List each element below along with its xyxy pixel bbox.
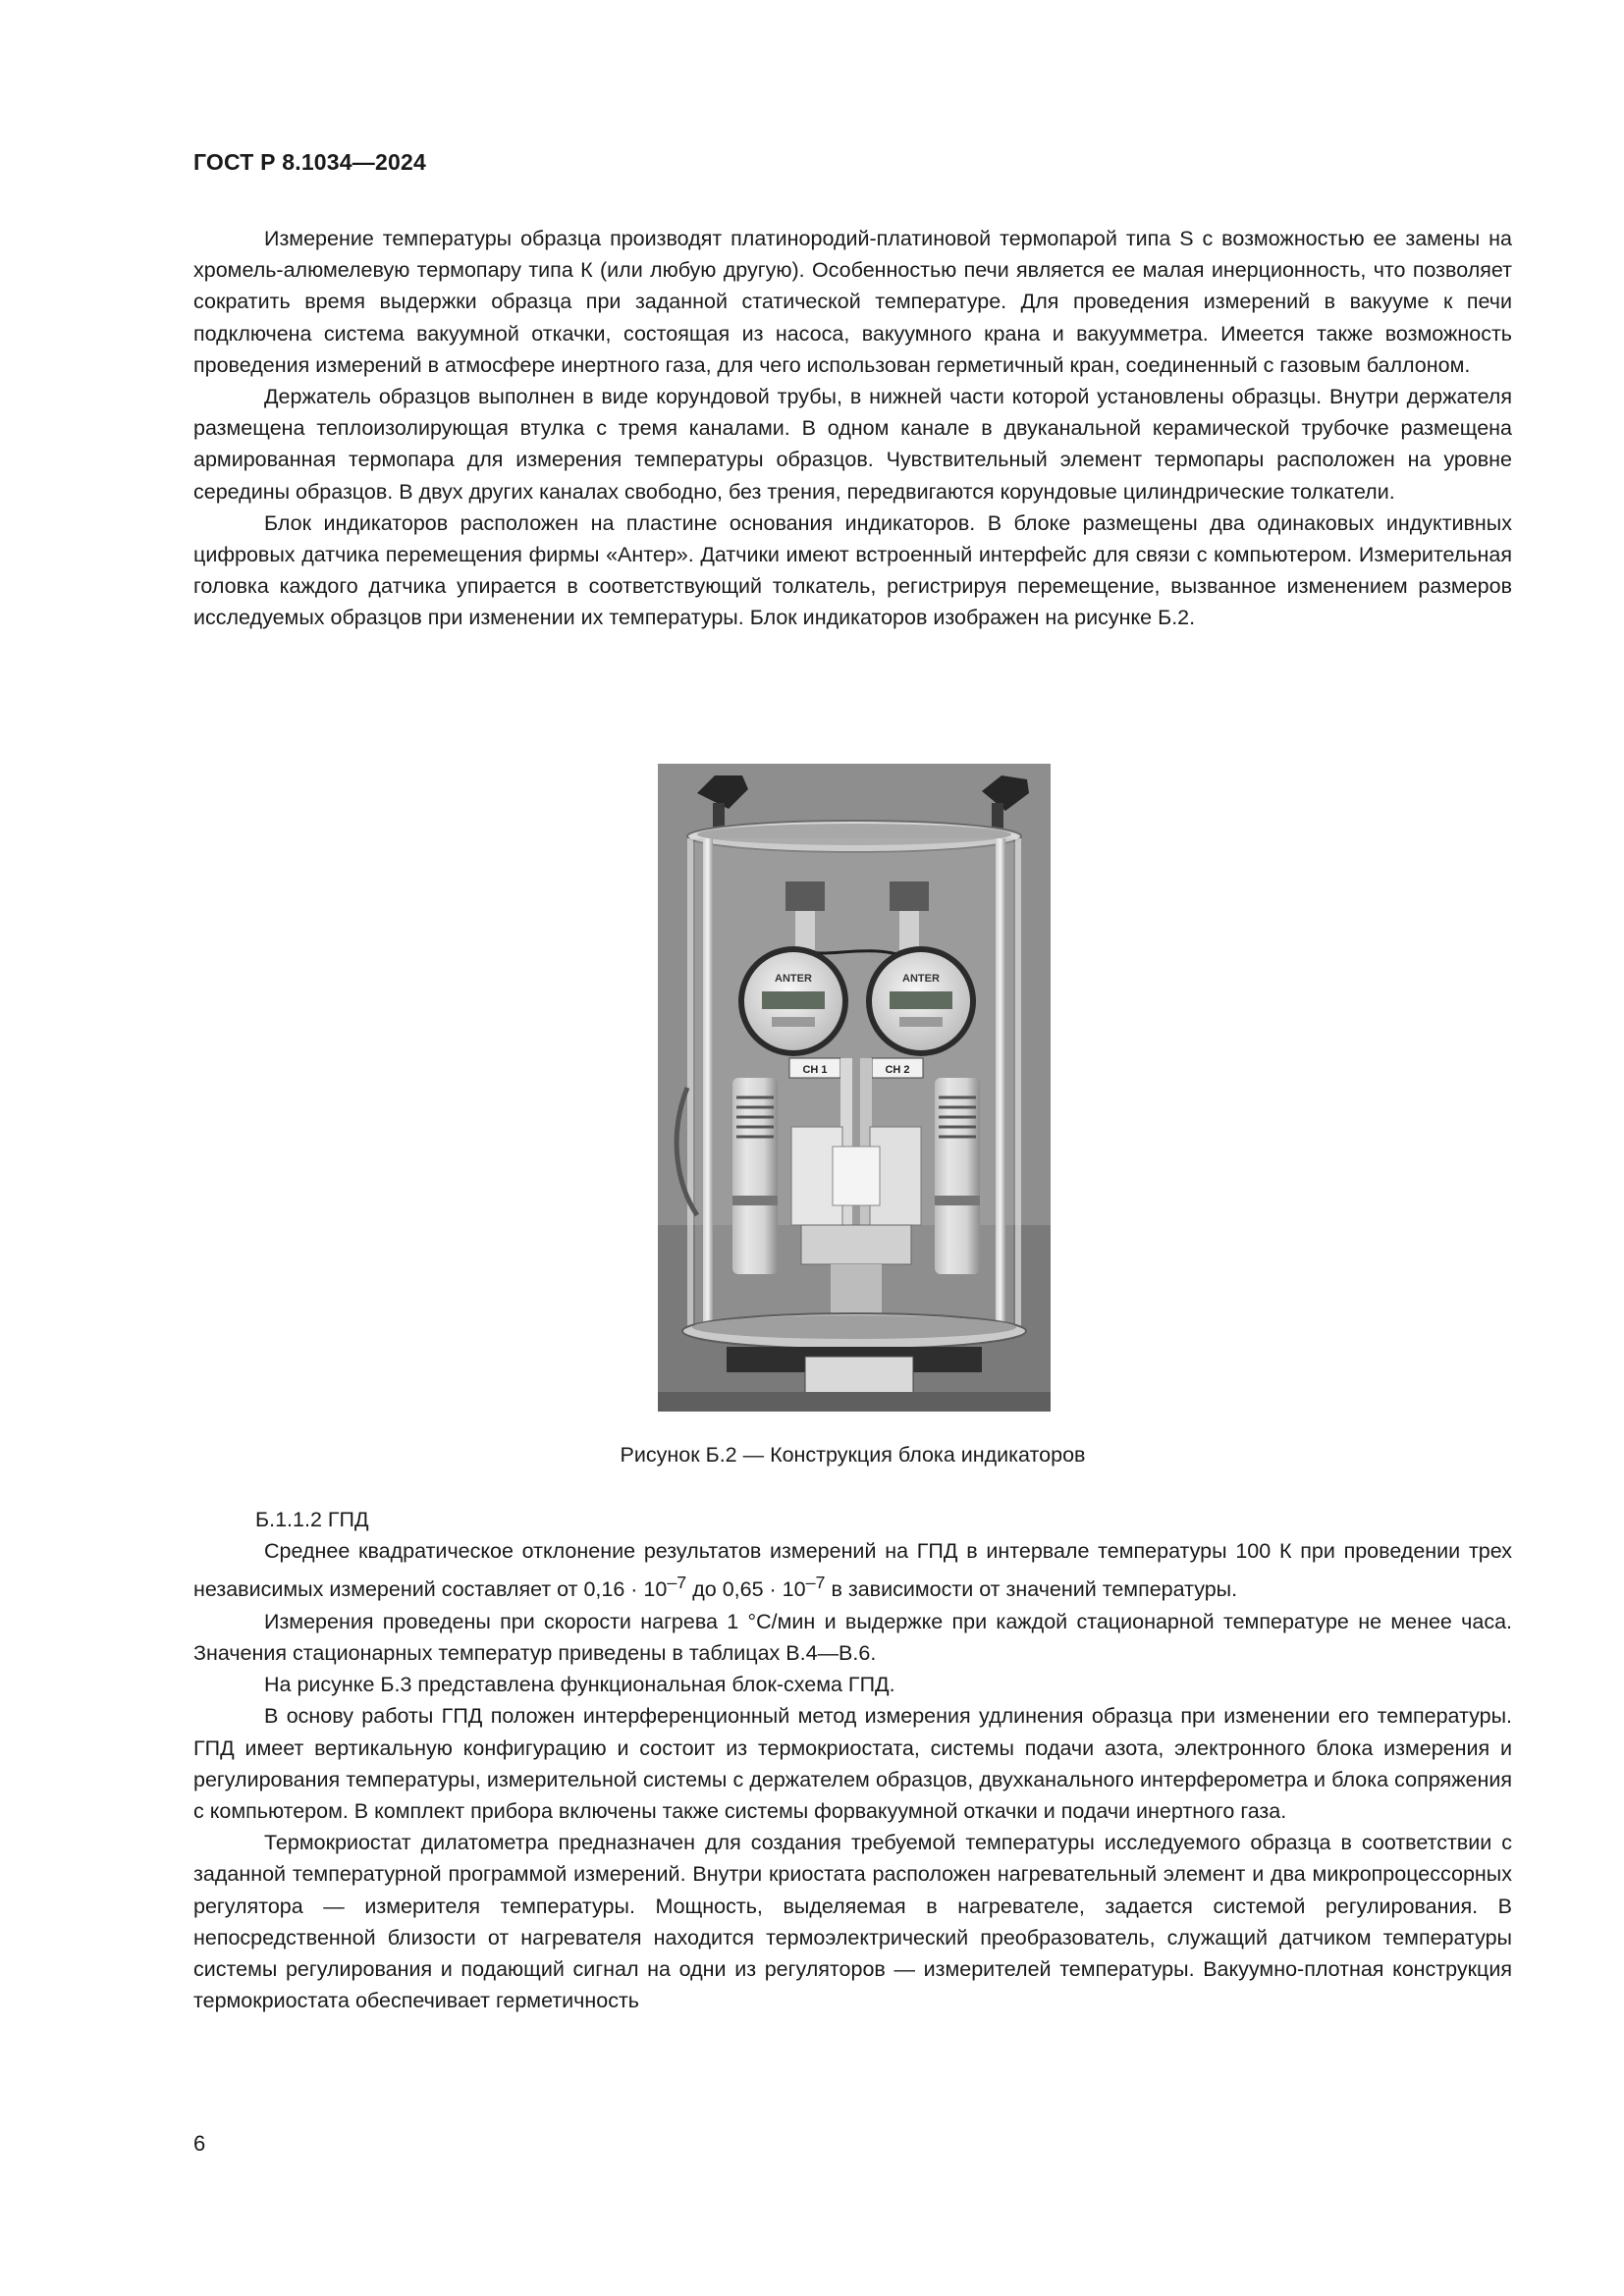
gauge-left <box>738 946 848 1056</box>
figure-indicator-block-photo <box>658 764 1051 1412</box>
document-page <box>193 0 1512 2296</box>
svg-text:ANTER: ANTER <box>775 973 812 985</box>
gauge-right <box>866 946 976 1056</box>
indicator-block-illustration <box>658 764 1051 1412</box>
deviation-text-b: до 0,65 · 10 <box>686 1577 806 1602</box>
support-rod-left <box>703 838 713 1329</box>
svg-text:CH 2: CH 2 <box>885 1064 910 1076</box>
body-text-bottom <box>193 1504 1512 2016</box>
paragraph-deviation <box>193 1535 1512 1606</box>
paragraph-thermocryostat: Термокриостат дилатометра предназначен для создания требуемой температуры исследуемого образца в соответствии с заданной температурной программой измерений. Внутри криостата расположен нагревательный элемент и два микропроцессорных регулятора — измерителя температуры. Мощность, выделяемая в нагревателе, задается системой регулирования. В непосредственной близости от нагревателя находится термоэлектрический преобразователь, служащий датчиком температуры системы регулирования и подающий сигнал на одни из регуляторов — измерителей температуры. Вакуумно-плотная конструкция термокриостата обеспечивает герметичность <box>193 1831 1512 2013</box>
page-number: 6 <box>193 2131 206 2156</box>
svg-text:ANTER: ANTER <box>902 973 940 985</box>
paragraph-figure-reference: На рисунке Б.3 представлена функциональная блок-схема ГПД. <box>264 1673 895 1697</box>
deviation-text-c: в зависимости от значений температуры. <box>825 1577 1238 1602</box>
subsection-heading: Б.1.1.2 ГПД <box>255 1508 369 1531</box>
figure-caption: Рисунок Б.2 — Конструкция блока индикаторов <box>620 1443 1086 1467</box>
paragraph-interference-method: В основу работы ГПД положен интерференционный метод измерения удлинения образца при изменении его температуры. ГПД имеет вертикальную конфигурацию и состоит из термокриостата, системы подачи азота, электронного блока измерения и регулирования температуры, измерительной системы с держателем образцов, двухканального интерферометра и блока сопряжения с компьютером. В комплект прибора включены также системы форвакуумной откачки и подачи инертного газа. <box>193 1704 1512 1823</box>
paragraph-thermocouple: Измерение температуры образца производят платинородий-платиновой термопарой типа S с возможностью ее замены на хромель-алюмелевую термопару типа К (или любую другую). Особенностью печи является ее малая инерционность, что позволяет сократить время выдержки образца при заданной статической температуре. Для проведения измерений в вакууме к печи подключена система вакуумной откачки, состоящая из насоса, вакуумного крана и вакуумметра. Имеется также возможность проведения измерений в атмосфере инертного газа, для чего использован герметичный кран, соединенный с газовым баллоном. <box>193 227 1512 377</box>
support-rod-right <box>996 838 1005 1329</box>
deviation-text-a: Среднее квадратическое отклонение результатов измерений на ГПД в интервале температуры 100 К при проведении трех независимых измерений составляет от 0,16 · 10 <box>193 1539 1512 1602</box>
standard-header: ГОСТ Р 8.1034—2024 <box>193 149 426 175</box>
exponent-first: –7 <box>667 1573 687 1593</box>
exponent-second: –7 <box>805 1573 826 1593</box>
paragraph-sample-holder: Держатель образцов выполнен в виде корундовой трубы, в нижней части которой установлены образцы. Внутри держателя размещена теплоизолирующая втулка с тремя каналами. В одном канале в двуканальной керамической трубочке размещена армированная термопара для измерения температуры образцов. Чувствительный элемент термопары расположен на уровне середины образцов. В двух других каналах свободно, без трения, передвигаются корундовые цилиндрические толкатели. <box>193 385 1512 504</box>
body-text-top <box>193 223 1512 634</box>
paragraph-heating-rate: Измерения проведены при скорости нагрева 1 °С/мин и выдержке при каждой стационарной температуре не менее часа. Значения стационарных температур приведены в таблицах В.4—В.6. <box>193 1609 1512 1665</box>
paragraph-indicator-block: Блок индикаторов расположен на пластине основания индикаторов. В блоке размещены два одинаковых индуктивных цифровых датчика перемещения фирмы «Антер». Датчики имеют встроенный интерфейс для связи с компьютером. Измерительная головка каждого датчика упирается в соответствующий толкатель, регистрируя перемещение, вызванное изменением размеров исследуемых образцов при изменении их температуры. Блок индикаторов изображен на рисунке Б.2. <box>193 510 1512 630</box>
svg-text:CH 1: CH 1 <box>802 1064 828 1076</box>
